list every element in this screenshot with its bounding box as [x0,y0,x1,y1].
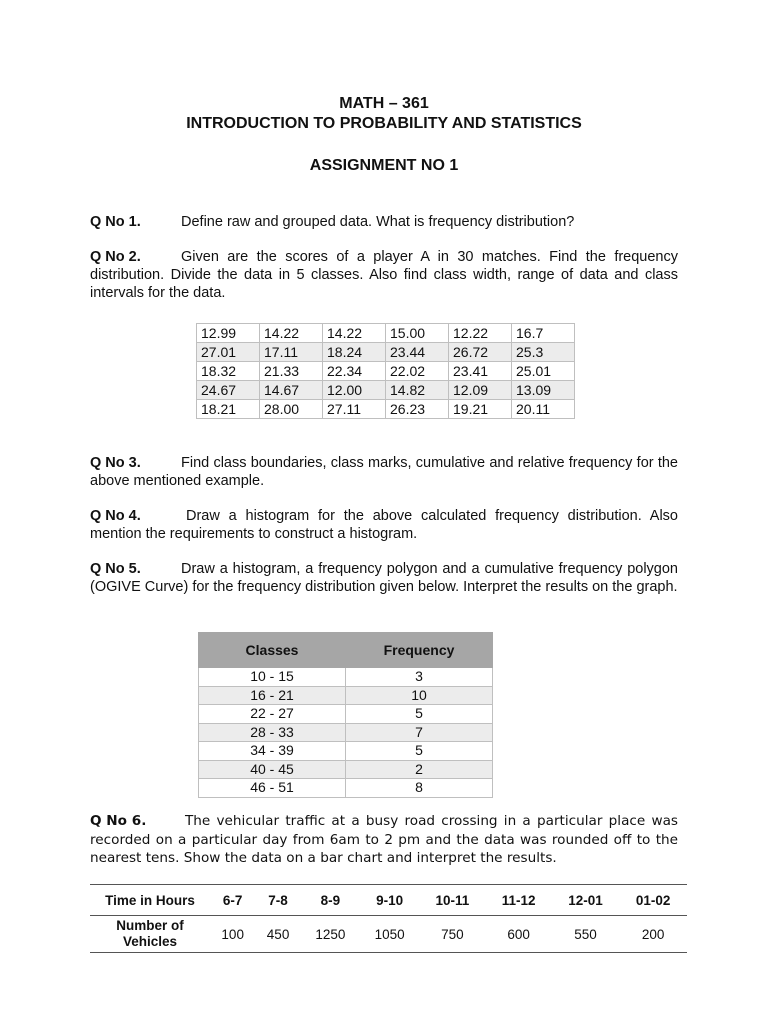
table-cell: 24.67 [197,381,260,400]
table-row [197,324,575,343]
table-row [199,742,493,761]
question-text: Define raw and grouped data. What is frequency distribution? [181,214,575,230]
table-cell: 23.41 [449,362,512,381]
table-cell: 14.82 [386,381,449,400]
table-cell: 23.44 [386,343,449,362]
question-label: Q No 5. [90,561,141,577]
table-row [199,760,493,779]
table-cell: 28.00 [260,400,323,419]
frequency-cell: 5 [346,705,493,724]
vehicle-count-cell: 450 [255,916,300,953]
class-cell: 28 - 33 [199,723,346,742]
question-2 [90,248,678,302]
table-cell: 22.34 [323,362,386,381]
hour-header: 9-10 [360,885,419,916]
table-row [199,779,493,798]
table-cell: 20.11 [512,400,575,419]
vehicle-count-cell: 600 [486,916,552,953]
class-cell: 22 - 27 [199,705,346,724]
frequency-cell: 7 [346,723,493,742]
question-label: Q No 4. [90,508,141,524]
row-header-vehicles [90,916,210,953]
hour-header: 11-12 [486,885,552,916]
question-3 [90,454,678,490]
question-text: Draw a histogram, a frequency polygon and a cumulative frequency polygon (OGIVE Curve) for the frequency distribution given below. Interpret the results on the graph. [90,561,678,595]
hour-header: 01-02 [619,885,687,916]
course-code: MATH – 361 [339,95,429,112]
table-cell: 26.23 [386,400,449,419]
frequency-cell: 8 [346,779,493,798]
table-cell: 14.22 [323,324,386,343]
question-6 [90,812,678,868]
vehicle-count-cell: 1050 [360,916,419,953]
vehicle-count-cell: 1250 [301,916,360,953]
table-cell: 27.11 [323,400,386,419]
table-cell: 12.99 [197,324,260,343]
frequency-cell: 3 [346,668,493,687]
question-5 [90,560,678,596]
hour-header: 8-9 [301,885,360,916]
table-cell: 14.67 [260,381,323,400]
question-4 [90,507,678,543]
hour-header: 6-7 [210,885,255,916]
table-row [199,686,493,705]
class-cell: 34 - 39 [199,742,346,761]
column-header-frequency: Frequency [346,633,493,668]
vehicle-count-cell: 100 [210,916,255,953]
assignment-title: ASSIGNMENT NO 1 [309,157,459,174]
table-row [197,381,575,400]
vehicle-count-cell: 550 [552,916,620,953]
table-cell: 12.00 [323,381,386,400]
question-label: Q No 3. [90,455,141,471]
vehicle-count-cell: 200 [619,916,687,953]
table-cell: 17.11 [260,343,323,362]
question-text: Given are the scores of a player A in 30 matches. Find the frequency distribution. Divide the data in 5 classes. Also find class width, range of data and class intervals for the data. [90,249,678,301]
question-label: Q No 6. [90,813,147,829]
question-label: Q No 2. [90,249,141,265]
question-text: Draw a histogram for the above calculated frequency distribution. Also mention the requirements to construct a histogram. [90,508,678,542]
hour-header: 12-01 [552,885,620,916]
table-cell: 19.21 [449,400,512,419]
hour-header: 10-11 [419,885,485,916]
table-cell: 14.22 [260,324,323,343]
row-header-time: Time in Hours [90,885,210,916]
frequency-table [198,632,493,798]
table-cell: 22.02 [386,362,449,381]
table-cell: 21.33 [260,362,323,381]
course-title: INTRODUCTION TO PROBABILITY AND STATISTICS [186,115,582,132]
table-cell: 15.00 [386,324,449,343]
hour-header: 7-8 [255,885,300,916]
table-cell: 25.01 [512,362,575,381]
table-cell: 18.24 [323,343,386,362]
frequency-cell: 10 [346,686,493,705]
question-text: Find class boundaries, class marks, cumulative and relative frequency for the above mentioned example. [90,455,678,489]
table-cell: 27.01 [197,343,260,362]
table-cell: 26.72 [449,343,512,362]
table-cell: 25.3 [512,343,575,362]
frequency-cell: 2 [346,760,493,779]
table-row [197,400,575,419]
table-cell: 12.09 [449,381,512,400]
table-row [197,343,575,362]
table-row [199,723,493,742]
table-row [199,668,493,687]
class-cell: 40 - 45 [199,760,346,779]
row-header-line-2: Vehicles [122,934,178,949]
table-cell: 12.22 [449,324,512,343]
vehicle-count-cell: 750 [419,916,485,953]
question-text: The vehicular traffic at a busy road crossing in a particular place was recorded on a particular day from 6am to 2 pm and the data was rounded off to the nearest tens. Show the data on a bar chart and interpret the results. [90,813,678,866]
question-1 [90,213,678,231]
column-header-classes: Classes [199,633,346,668]
question-label: Q No 1. [90,214,141,230]
frequency-cell: 5 [346,742,493,761]
table-cell: 18.21 [197,400,260,419]
table-cell: 13.09 [512,381,575,400]
class-cell: 46 - 51 [199,779,346,798]
scores-table [196,323,575,419]
class-cell: 10 - 15 [199,668,346,687]
table-cell: 16.7 [512,324,575,343]
row-header-line-1: Number of [116,918,184,933]
table-row [199,705,493,724]
class-cell: 16 - 21 [199,686,346,705]
table-row [197,362,575,381]
table-cell: 18.32 [197,362,260,381]
traffic-table [90,884,687,953]
